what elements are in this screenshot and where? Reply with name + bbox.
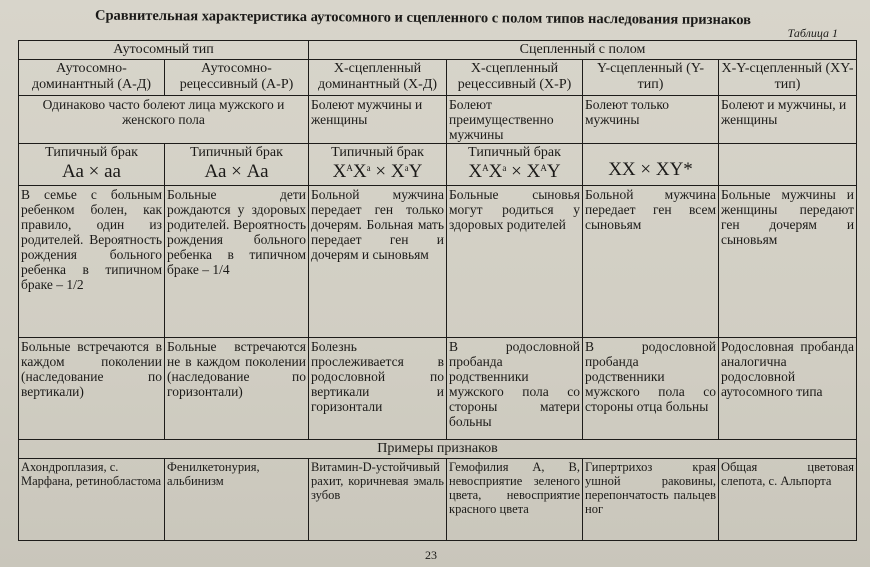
- typical-cross-xy: [719, 144, 857, 186]
- example-xd: Витамин-D-устойчивый рахит, коричневая эмаль зубов: [309, 459, 447, 541]
- cross-formula-xr: $X^AX^a \times X^AY$: [468, 161, 561, 182]
- column-header-ar: Аутосомно-рецессивный (А-Р): [165, 60, 309, 96]
- example-xr: Гемофилия А, В, невосприятие зеленого цвета, невосприятие красного цвета: [447, 459, 583, 541]
- pedigree-xr: В родословной пробанда родственники мужского пола со стороны матери больны: [447, 338, 583, 440]
- typical-cross-y: [583, 144, 719, 186]
- typical-cross-xd: [309, 144, 447, 186]
- pedigree-ad: Больные встречаются в каждом поколении (наследование по вертикали): [19, 338, 165, 440]
- pedigree-ar: Больные встречаются не в каждом поколении (наследование по горизонтали): [165, 338, 309, 440]
- pedigree-xy: Родословная пробанда аналогична родословной аутосомного типа: [719, 338, 857, 440]
- transmission-xr: Больные сыновья могут родиться у здоровых родителей: [447, 186, 583, 338]
- transmission-y: Больной мужчина передает ген всем сыновьям: [583, 186, 719, 338]
- table-label: Таблица 1: [787, 26, 838, 40]
- group-header-sexlinked: Сцепленный с полом: [309, 41, 857, 60]
- typical-cross-label: Типичный брак: [45, 145, 138, 160]
- cross-formula-xd: $X^AX^a \times X^aY$: [332, 161, 423, 182]
- cross-formula-y: ХХ × ХY*: [608, 158, 693, 180]
- affected-xy: Болеют и мужчины, и женщины: [719, 96, 857, 144]
- typical-cross-label: Типичный брак: [331, 145, 424, 160]
- typical-cross-ar: [165, 144, 309, 186]
- affected-xr: Болеют преимущественно мужчины: [447, 96, 583, 144]
- examples-header: Примеры признаков: [19, 440, 857, 459]
- example-ar: Фенилкетонурия, альбинизм: [165, 459, 309, 541]
- transmission-xd: Больной мужчина передает ген только дочерям. Больная мать передает ген и дочерям и сыновьям: [309, 186, 447, 338]
- inheritance-comparison-table: [18, 40, 857, 541]
- pedigree-xd: Болезнь прослеживается в родословной по вертикали и горизонтали: [309, 338, 447, 440]
- pedigree-y: В родословной пробанда родственники мужского пола со стороны отца больны: [583, 338, 719, 440]
- transmission-ar: Больные дети рождаются у здоровых родителей. Вероятность рождения больного ребенка в типичном браке – 1/4: [165, 186, 309, 338]
- example-y: Гипертрихоз края ушной раковины, перепончатость пальцев ног: [583, 459, 719, 541]
- page-number: 23: [425, 548, 437, 562]
- typical-cross-xr: [447, 144, 583, 186]
- group-header-autosomal: Аутосомный тип: [19, 41, 309, 60]
- transmission-xy: Больные мужчины и женщины передают ген дочерям и сыновьям: [719, 186, 857, 338]
- column-header-xd: Х-сцепленный доминантный (Х-Д): [309, 60, 447, 96]
- example-xy: Общая цветовая слепота, с. Альпорта: [719, 459, 857, 541]
- affected-xd: Болеют мужчины и женщины: [309, 96, 447, 144]
- document-title: Сравнительная характеристика аутосомного и сцепленного с полом типов наследования признаков: [94, 7, 752, 29]
- cross-formula-ad: Аа × аа: [62, 161, 121, 182]
- affected-y: Болеют только мужчины: [583, 96, 719, 144]
- column-header-xy: Х-Y-сцепленный (ХY-тип): [719, 60, 857, 96]
- cross-formula-ar: Аа × Аа: [204, 161, 269, 182]
- affected-autosomal: Одинаково часто болеют лица мужского и женского пола: [19, 96, 309, 144]
- column-header-xr: Х-сцепленный рецессивный (Х-Р): [447, 60, 583, 96]
- typical-cross-label: Типичный брак: [190, 145, 283, 160]
- transmission-ad: В семье с больным ребенком болен, как правило, один из родителей. Вероятность рождения больного ребенка в типичном браке – 1/2: [19, 186, 165, 338]
- typical-cross-label: Типичный брак: [468, 145, 561, 160]
- column-header-ad: Аутосомно-доминантный (А-Д): [19, 60, 165, 96]
- column-header-y: Y-сцепленный (Y-тип): [583, 60, 719, 96]
- example-ad: Ахондроплазия, с. Марфана, ретинобластома: [19, 459, 165, 541]
- typical-cross-ad: [19, 144, 165, 186]
